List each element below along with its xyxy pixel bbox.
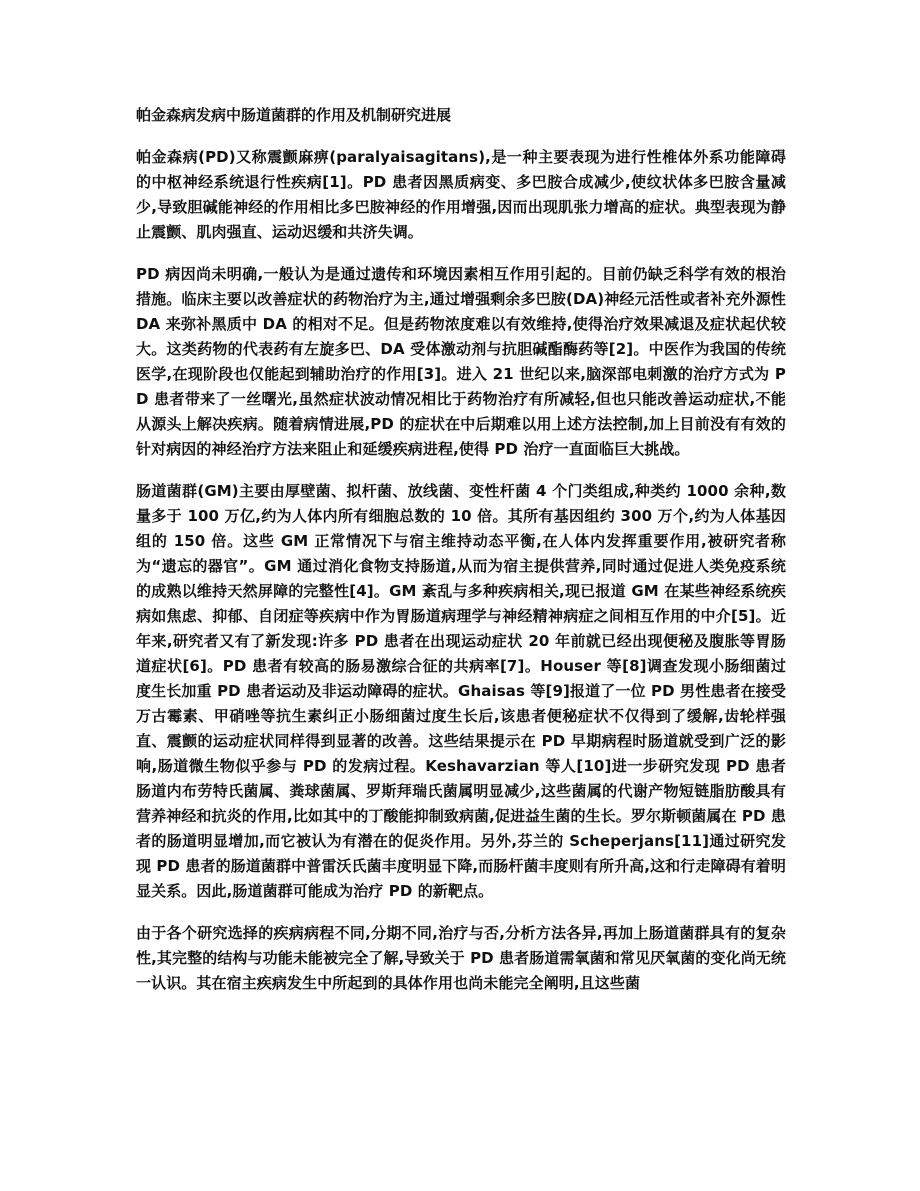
document-page [136, 103, 786, 996]
paragraph-research-limitations: 由于各个研究选择的疾病病程不同,分期不同,治疗与否,分析方法各异,再加上肠道菌群具有的复杂性,其完整的结构与功能未能被完全了解,导致关于 PD 患者肠道需氧菌和常见厌氧菌的变化尚无统一认识。其在宿主疾病发生中所起到的具体作用也尚未能完全阐明,且这些菌 [136, 924, 786, 992]
document-title: 帕金森病发病中肠道菌群的作用及机制研究进展 [136, 106, 452, 124]
paragraph-gut-microbiota: 肠道菌群(GM)主要由厚壁菌、拟杆菌、放线菌、变性杆菌 4 个门类组成,种类约 1000 余种,数量多于 100 万亿,约为人体内所有细胞总数的 10 倍。其所有基因组约 300 万个,约为人体基因组的 150 倍。这些 GM 正常情况下与宿主维持动态平衡,在人体内发挥重要作用,被研究者称为“遗忘的器官”。GM 通过消化食物支持肠道,从而为宿主提供营养,同时通过促进人类免疫系统的成熟以维持天然屏障的完整性[4]。GM 紊乱与多种疾病相关,现已报道 GM 在某些神经系统疾病如焦虑、抑郁、自闭症等疾病中作为胃肠道病理学与神经精神病症之间相互作用的中介[5]。近年来,研究者又有了新发现:许多 PD 患者在出现运动症状 20 年前就已经出现便秘及腹胀等胃肠道症状[6]。PD 患者有较高的肠易激综合征的共病率[7]。Houser 等[8]调查发现小肠细菌过度生长加重 PD 患者运动及非运动障碍的症状。Ghaisas 等[9]报道了一位 PD 男性患者在接受万古霉素、甲硝唑等抗生素纠正小肠细菌过度生长后,该患者便秘症状不仅得到了缓解,齿轮样强直、震颤的运动症状同样得到显著的改善。这些结果提示在 PD 早期病程时肠道就受到广泛的影响,肠道微生物似乎参与 PD 的发病过程。Keshavarzian 等人[10]进一步研究发现 PD 患者肠道内布劳特氏菌属、粪球菌属、罗斯拜瑞氏菌属明显减少,这些菌属的代谢产物短链脂肪酸具有营养神经和抗炎的作用,比如其中的丁酸能抑制致病菌,促进益生菌的生长。罗尔斯顿菌属在 PD 患者的肠道明显增加,而它被认为有潜在的促炎作用。另外,芬兰的 Scheperjans[11]通过研究发现 PD 患者的肠道菌群中普雷沃氏菌丰度明显下降,而肠杆菌丰度则有所升高,这和行走障碍有着明显关系。因此,肠道菌群可能成为治疗 PD 的新靶点。 [136, 482, 786, 900]
paragraph-etiology-treatment: PD 病因尚未明确,一般认为是通过遗传和环境因素相互作用引起的。目前仍缺乏科学有效的根治措施。临床主要以改善症状的药物治疗为主,通过增强剩余多巴胺(DA)神经元活性或者补充外源性 DA 来弥补黑质中 DA 的相对不足。但是药物浓度难以有效维持,使得治疗效果减退及症状起伏较大。这类药物的代表药有左旋多巴、DA 受体激动剂与抗胆碱酯酶药等[2]。中医作为我国的传统医学,在现阶段也仅能起到辅助治疗的作用[3]。进入 21 世纪以来,脑深部电刺激的治疗方式为 PD 患者带来了一丝曙光,虽然症状波动情况相比于药物治疗有所减轻,但也只能改善运动症状,不能从源头上解决疾病。随着病情进展,PD 的症状在中后期难以用上述方法控制,加上目前没有有效的针对病因的神经治疗方法来阻止和延缓疾病进程,使得 PD 治疗一直面临巨大挑战。 [136, 265, 786, 458]
paragraph-intro: 帕金森病(PD)又称震颤麻痹(paralyaisagitans),是一种主要表现为进行性椎体外系功能障碍的中枢神经系统退行性疾病[1]。PD 患者因黑质病变、多巴胺合成减少,使纹状体多巴胺含量减少,导致胆碱能神经的作用相比多巴胺神经的作用增强,因而出现肌张力增高的症状。典型表现为静止震颤、肌肉强直、运动迟缓和共济失调。 [136, 148, 786, 241]
